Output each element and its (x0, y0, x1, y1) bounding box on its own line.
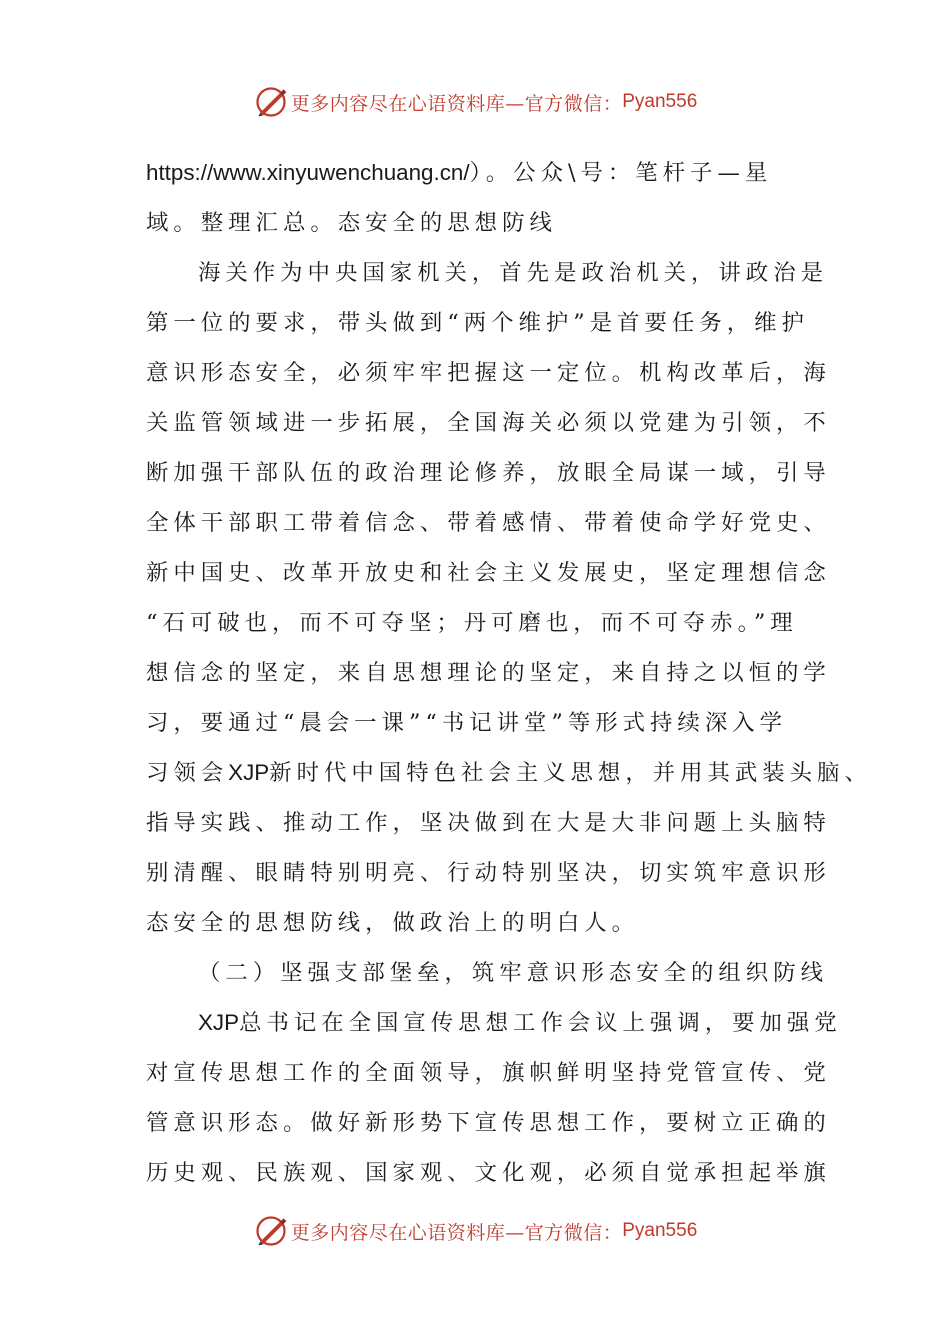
pen-logo-icon (253, 84, 289, 120)
text-line-post: 管意识形态。做好新形势下宣传思想工作，要树立正确的 (146, 1110, 831, 1136)
header-banner (0, 82, 950, 122)
text-line (146, 948, 828, 998)
text-line (146, 1048, 831, 1098)
text-line-latin: XJP (198, 1010, 240, 1035)
text-line (146, 1098, 831, 1148)
text-line-post: 域。整理汇总。态安全的思想防线 (146, 210, 557, 236)
text-line-post: 别清醒、眼睛特别明亮、行动特别坚决，切实筑牢意识形 (146, 860, 831, 886)
text-line-post: 第一位的要求，带头做到“两个维护”是首要任务，维护 (146, 310, 809, 336)
text-line (146, 248, 828, 298)
text-line (146, 148, 806, 198)
text-line-post: 海关作为中央国家机关，首先是政治机关，讲政治是 (198, 260, 828, 286)
text-line-post: 对宣传思想工作的全面领导，旗帜鲜明坚持党管宣传、党 (146, 1060, 831, 1086)
banner-text: 更多内容尽在心语资料库—官方微信： (290, 92, 623, 115)
text-line (146, 648, 831, 698)
text-line-post: 总书记在全国宣传思想工作会议上强调，要加强党 (239, 1010, 842, 1036)
pen-logo-icon (253, 1213, 289, 1249)
text-line (146, 348, 831, 398)
text-line-post: （二）坚强支部堡垒，筑牢意识形态安全的组织防线 (198, 960, 828, 986)
text-line-post: 新中国史、改革开放史和社会主义发展史，坚定理想信念 (146, 560, 831, 586)
text-line-post: 意识形态安全，必须牢牢把握这一定位。机构改革后，海 (146, 360, 831, 386)
text-line (146, 748, 872, 798)
text-line-post: 关监管领域进一步拓展，全国海关必须以党建为引领，不 (146, 410, 831, 436)
text-line (146, 798, 831, 848)
text-line (146, 598, 806, 648)
text-line-post: 全体干部职工带着信念、带着感情、带着使命学好党史、 (146, 510, 831, 536)
text-line-post: 指导实践、推动工作，坚决做到在大是大非问题上头脑特 (146, 810, 831, 836)
text-line-post: 态安全的思想防线，做政治上的明白人。 (146, 910, 640, 936)
text-line-latin: XJP (228, 760, 270, 785)
text-line (146, 848, 831, 898)
text-line (146, 998, 842, 1048)
text-line (146, 1148, 831, 1198)
text-line-post: 新时代中国特色社会主义思想，并用其武装头脑、 (269, 760, 872, 786)
text-line (146, 298, 809, 348)
banner-wechat-id: Pyan556 (622, 91, 698, 112)
banner-text: 更多内容尽在心语资料库—官方微信： (290, 1221, 623, 1244)
text-line-post: “石可破也，而不可夺坚；丹可磨也，而不可夺赤。”理 (146, 610, 798, 636)
text-line (146, 498, 831, 548)
text-line (146, 448, 831, 498)
text-line-post: 历史观、民族观、国家观、文化观，必须自觉承担起举旗 (146, 1160, 831, 1186)
text-line (146, 398, 831, 448)
text-line-post: 习，要通过“晨会一课”“书记讲堂”等形式持续深入学 (146, 710, 787, 736)
text-line (146, 698, 806, 748)
document-body (146, 148, 872, 1198)
text-line-post: ）。公众\号：笔杆子—星 (469, 160, 773, 186)
text-line (146, 548, 831, 598)
footer-banner (0, 1211, 950, 1251)
text-line-pre: 习领会 (146, 760, 229, 786)
text-line-post: 想信念的坚定，来自思想理论的坚定，来自持之以恒的学 (146, 660, 831, 686)
banner-wechat-id: Pyan556 (622, 1220, 698, 1241)
text-line (146, 198, 806, 248)
text-line-post: 断加强干部队伍的政治理论修养，放眼全局谋一域，引导 (146, 460, 831, 486)
text-line-latin: https://www.xinyuwenchuang.cn/ (146, 160, 470, 185)
text-line (146, 898, 806, 948)
